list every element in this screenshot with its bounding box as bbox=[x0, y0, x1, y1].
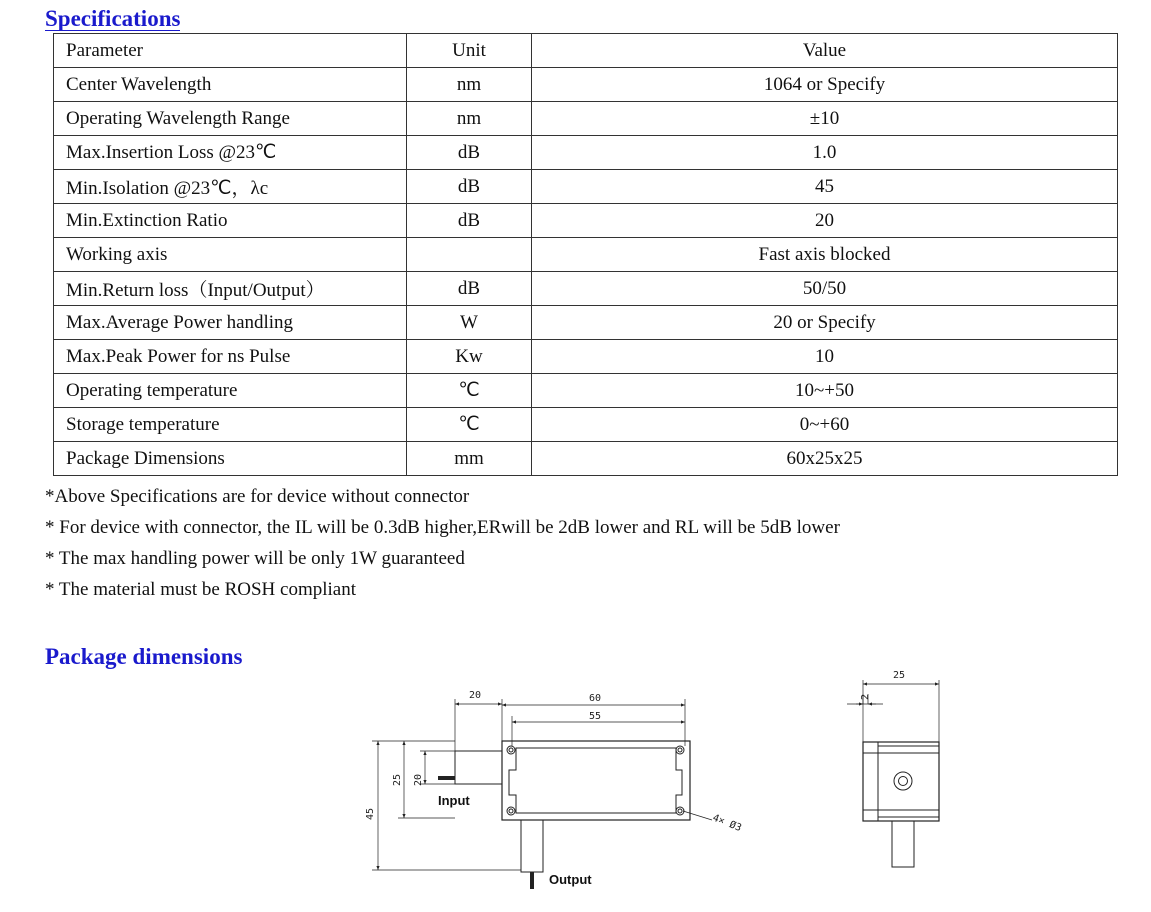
cell-value: 0~+60 bbox=[532, 408, 1118, 442]
cell-parameter: Min.Isolation @23℃，λc bbox=[54, 170, 407, 204]
cell-parameter: Operating temperature bbox=[54, 374, 407, 408]
cell-unit: nm bbox=[407, 102, 532, 136]
header-unit: Unit bbox=[407, 34, 532, 68]
cell-parameter: Working axis bbox=[54, 238, 407, 272]
cell-value: 60x25x25 bbox=[532, 442, 1118, 476]
dim-55: 55 bbox=[589, 711, 602, 722]
cell-value: 10 bbox=[532, 340, 1118, 374]
dim-holes: 4× Ø3 bbox=[710, 812, 743, 835]
cell-parameter: Operating Wavelength Range bbox=[54, 102, 407, 136]
package-dimensions-heading: Package dimensions bbox=[45, 644, 243, 669]
cell-parameter: Center Wavelength bbox=[54, 68, 407, 102]
cell-unit: Kw bbox=[407, 340, 532, 374]
header-parameter: Parameter bbox=[54, 34, 407, 68]
cell-parameter: Storage temperature bbox=[54, 408, 407, 442]
cell-value: 1064 or Specify bbox=[532, 68, 1118, 102]
main-body bbox=[502, 741, 690, 820]
dim-20-left: 20 bbox=[413, 773, 424, 786]
dim-60: 60 bbox=[589, 693, 602, 704]
cell-unit: mm bbox=[407, 442, 532, 476]
note-4: * The material must be ROSH compliant bbox=[45, 579, 356, 600]
cell-parameter: Max.Insertion Loss @23℃ bbox=[54, 136, 407, 170]
side-dim-2: 2 bbox=[860, 693, 871, 700]
cell-value: 20 bbox=[532, 204, 1118, 238]
cell-value: ±10 bbox=[532, 102, 1118, 136]
cell-unit: ℃ bbox=[407, 408, 532, 442]
output-fiber bbox=[521, 820, 543, 889]
note-2: * For device with connector, the IL will be 0.3dB higher,ERwill be 2dB lower and RL will be 5dB lower bbox=[45, 517, 840, 538]
cell-parameter: Min.Return loss（Input/Output） bbox=[54, 272, 407, 306]
cell-unit: dB bbox=[407, 170, 532, 204]
input-housing bbox=[438, 751, 502, 784]
mounting-hole-icon bbox=[507, 746, 684, 815]
cell-value: 50/50 bbox=[532, 272, 1118, 306]
cell-unit: W bbox=[407, 306, 532, 340]
cell-unit: nm bbox=[407, 68, 532, 102]
cell-parameter: Max.Peak Power for ns Pulse bbox=[54, 340, 407, 374]
cell-parameter: Package Dimensions bbox=[54, 442, 407, 476]
output-label: Output bbox=[549, 872, 592, 887]
dim-20-top: 20 bbox=[469, 690, 482, 701]
cell-value: 10~+50 bbox=[532, 374, 1118, 408]
specifications-heading: Specifications bbox=[45, 6, 181, 31]
cell-unit: ℃ bbox=[407, 374, 532, 408]
side-view bbox=[847, 680, 939, 867]
dim-25-left: 25 bbox=[392, 773, 403, 786]
header-value: Value bbox=[532, 34, 1118, 68]
side-dim-25: 25 bbox=[893, 670, 906, 681]
cell-unit: dB bbox=[407, 272, 532, 306]
dim-45: 45 bbox=[365, 807, 376, 820]
cell-value: 20 or Specify bbox=[532, 306, 1118, 340]
note-1: *Above Specifications are for device without connector bbox=[45, 486, 470, 507]
cell-value: Fast axis blocked bbox=[532, 238, 1118, 272]
note-3: * The max handling power will be only 1W guaranteed bbox=[45, 548, 465, 569]
cell-parameter: Min.Extinction Ratio bbox=[54, 204, 407, 238]
cell-parameter: Max.Average Power handling bbox=[54, 306, 407, 340]
input-label: Input bbox=[438, 793, 470, 808]
cell-value: 45 bbox=[532, 170, 1118, 204]
cell-unit: dB bbox=[407, 136, 532, 170]
cell-unit: dB bbox=[407, 204, 532, 238]
cell-value: 1.0 bbox=[532, 136, 1118, 170]
